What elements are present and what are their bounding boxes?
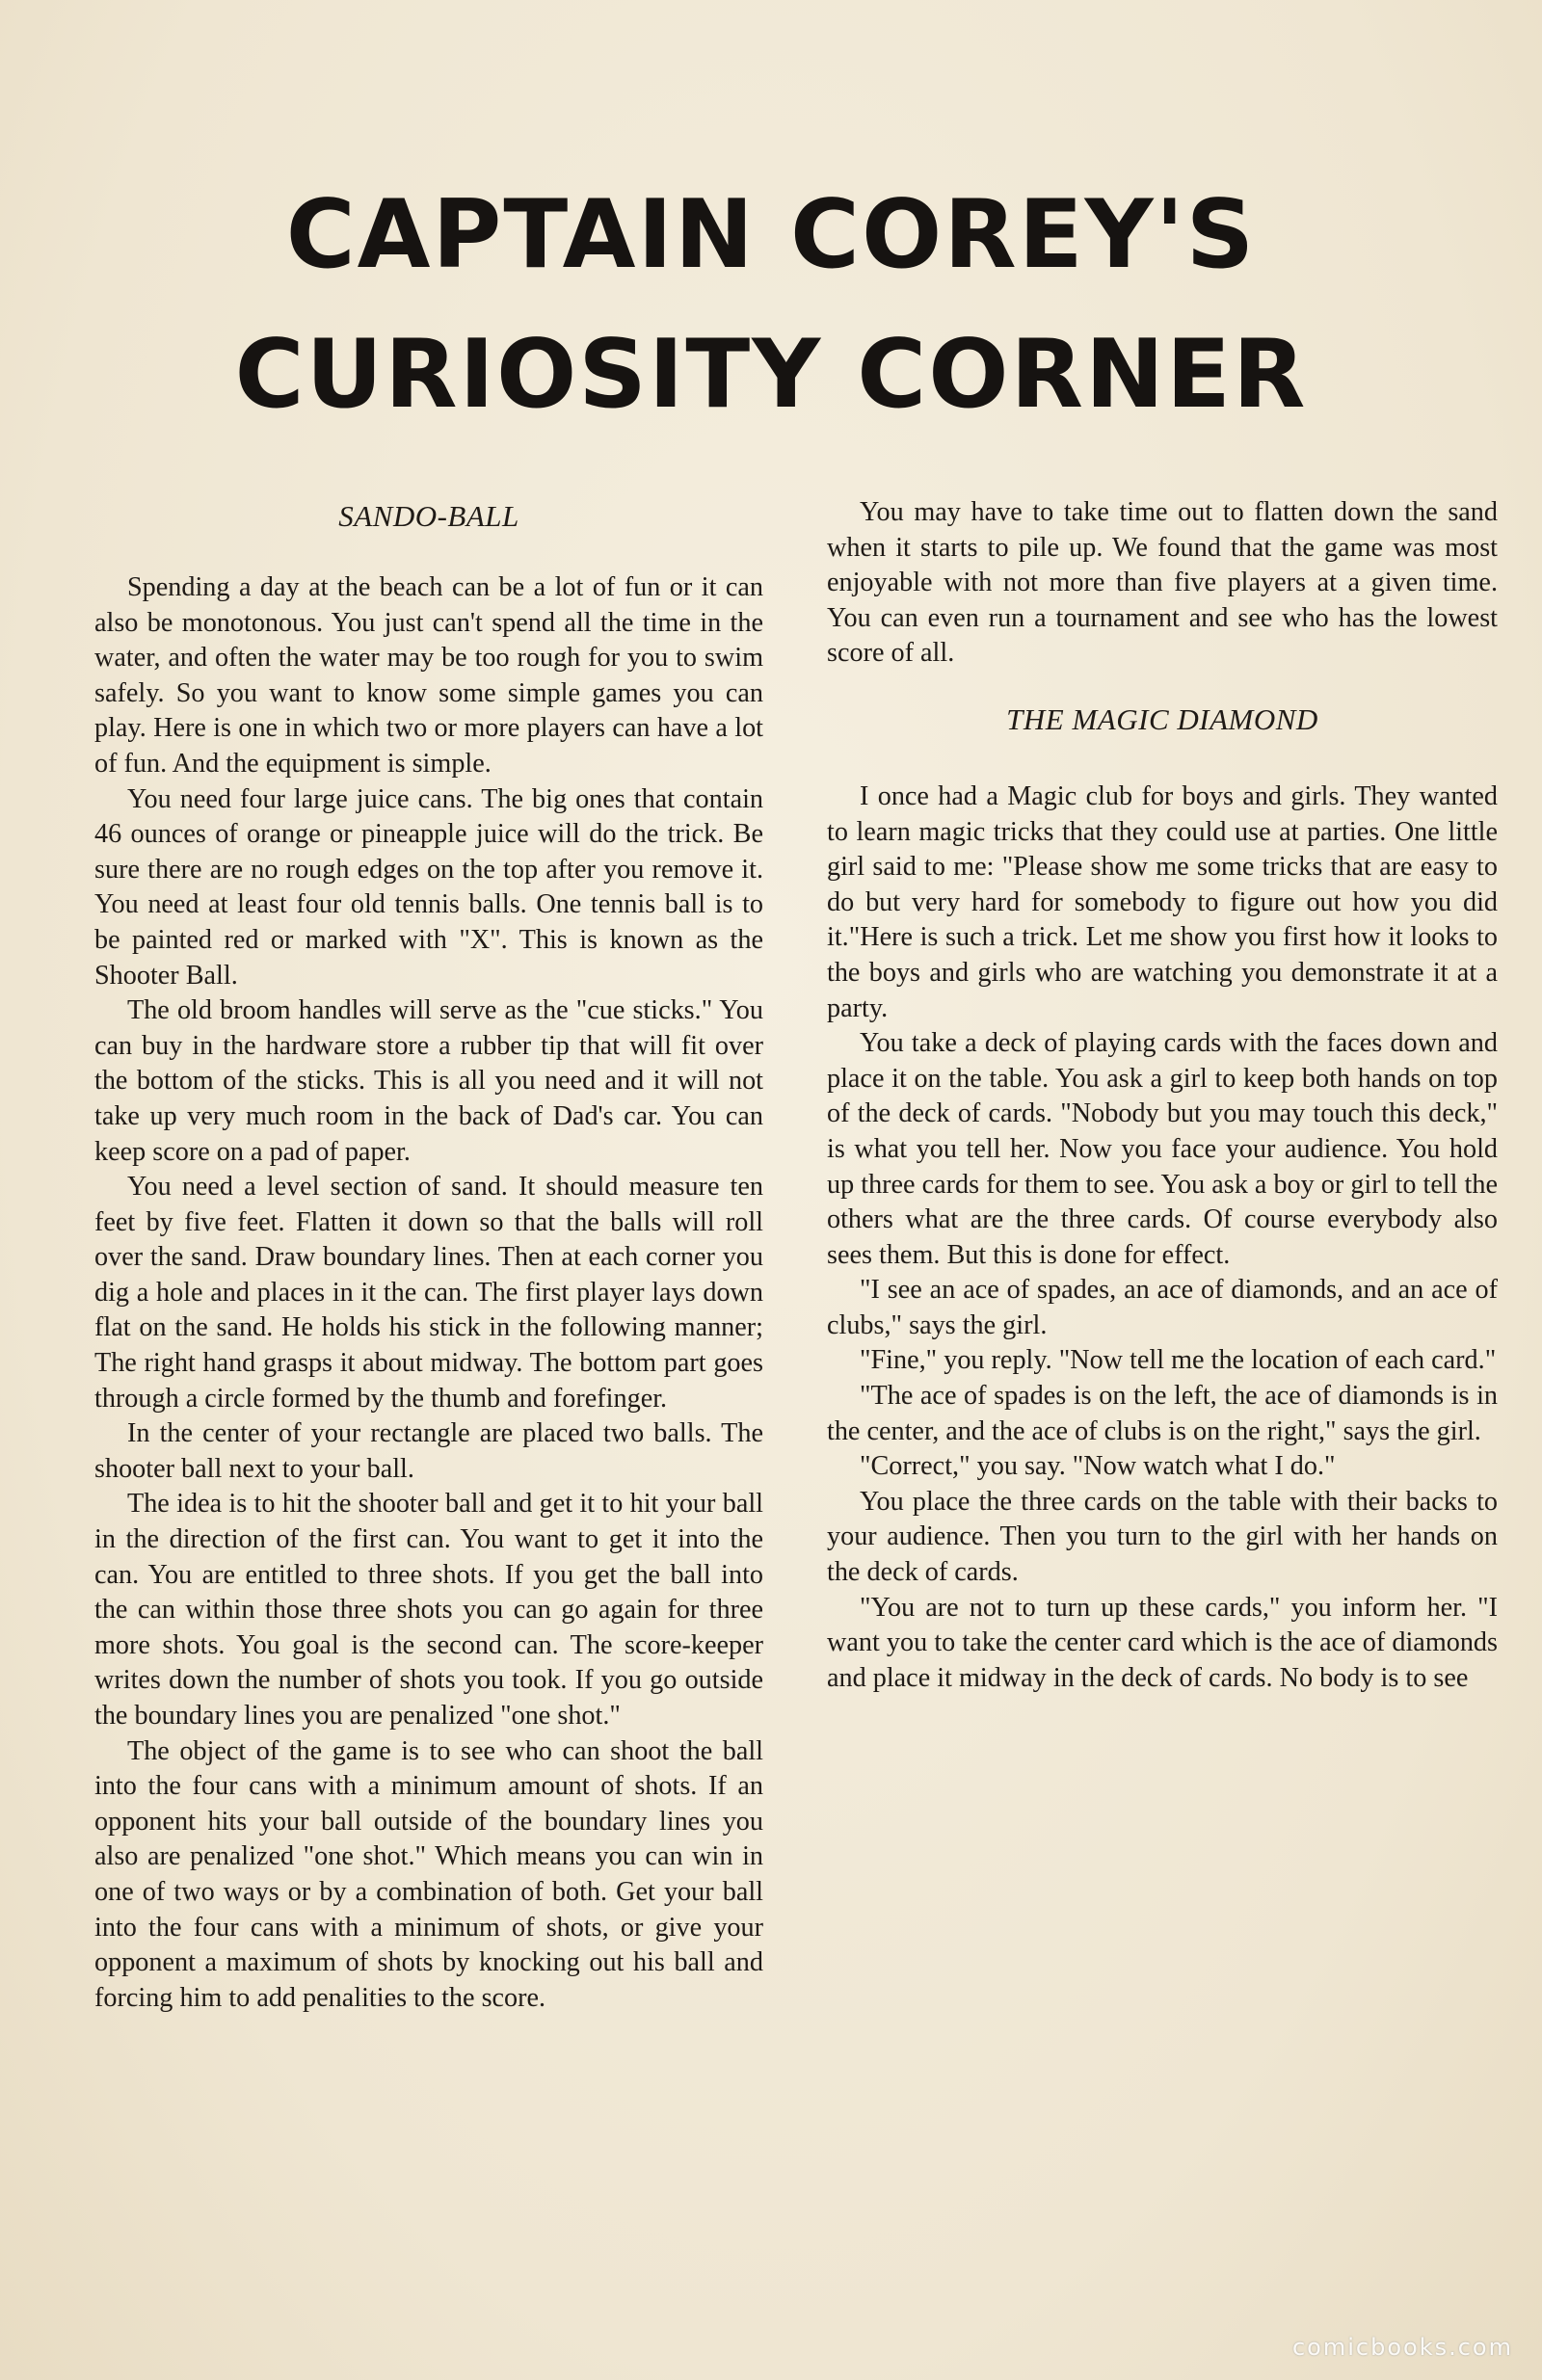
page-title-line-1: CAPTAIN COREY'S: [285, 180, 1257, 290]
paragraph: You place the three cards on the table with their backs to your audience. Then you turn to the girl with her hands on the deck of cards.: [827, 1486, 1498, 1588]
paragraph: I once had a Magic club for boys and girls. They wanted to learn magic tricks that they could use at parties. One little girl said to me: "Please show me some tricks that are easy to do but very hard for somebody to figure out how you did it."Here is such a trick. Let me show you first how it looks to the boys and girls who are watching you demonstrate it at a party.: [827, 780, 1498, 1023]
paragraph: "I see an ace of spades, an ace of diamonds, and an ace of clubs," says the girl.: [827, 1275, 1498, 1340]
watermark: comicbooks.com: [1291, 2334, 1513, 2361]
paragraph: "You are not to turn up these cards," you inform her. "I want you to take the center card which is the ace of diamonds and place it midway in the deck of cards. No body is to see: [827, 1592, 1498, 1693]
paragraph: You need a level section of sand. It should measure ten feet by five feet. Flatten it down so that the balls will roll over the sand. Draw boundary lines. Then at each corner you dig a hole and places in it the can. The first player lays down flat on the sand. He holds his stick in the following manner; The right hand grasps it about midway. The bottom part goes through a circle formed by the thumb and forefinger.: [94, 1172, 763, 1414]
paragraph: "The ace of spades is on the left, the ace of diamonds is in the center, and the ace of clubs is on the right," says the girl.: [827, 1381, 1498, 1446]
section-heading-sando-ball: SANDO-BALL: [338, 499, 519, 533]
left-column: [94, 495, 763, 2016]
page-title-line-2: CURIOSITY CORNER: [234, 320, 1308, 430]
paragraph: The old broom handles will serve as the "cue sticks." You can buy in the hardware store a rubber tip that will fit over the bottom of the sticks. This is all you need and it will not take up very much room in the back of Dad's car. You can keep score on a pad of paper.: [94, 995, 763, 1167]
paragraph: You take a deck of playing cards with the faces down and place it on the table. You ask a girl to keep both hands on top of the deck of cards. "Nobody but you may touch this deck," is what you tell her. Now you face your audience. You hold up three cards for them to see. You ask a boy or girl to tell the others what are the three cards. Of course everybody also sees them. But this is done for effect.: [827, 1028, 1498, 1270]
paragraph-continued: The object of the game is to see who can shoot the ball into the four cans with a minimum amount of shots. If an opponent hits your ball outside of the boundary lines you also are penalized "one shot." Which means you can win in one of two ways or by a combination of both. Get your ball into the four cans with a minimum of shots, or give your opponent a maximum of shots by knocking out his ball and forcing him to add penalities to the score.: [94, 1735, 763, 2013]
right-column: [827, 495, 1498, 1696]
section-heading-magic-diamond: THE MAGIC DIAMOND: [1006, 701, 1318, 736]
paragraph: You need four large juice cans. The big ones that contain 46 ounces of orange or pineapple juice will do the trick. Be sure there are no rough edges on the top after you remove it. You need at least four old tennis balls. One tennis ball is to be painted red or marked with "X". This is known as the Shooter Ball.: [94, 783, 763, 991]
paragraph: You may have to take time out to flatten down the sand when it starts to pile up. We found that the game was most enjoyable with not more than five players at a given time. You can even run a tournament and see who has the lowest score of all.: [827, 497, 1498, 669]
paragraph: Spending a day at the beach can be a lot of fun or it can also be monotonous. You just can't spend all the time in the water, and often the water may be too rough for you to swim safely. So you want to know some simple games you can play. Here is one in which two or more players can have a lot of fun. And the equipment is simple.: [94, 572, 763, 779]
paragraph: In the center of your rectangle are placed two balls. The shooter ball next to your ball.: [94, 1418, 763, 1484]
paragraph: "Fine," you reply. "Now tell me the location of each card.": [860, 1345, 1497, 1376]
paragraph: The idea is to hit the shooter ball and get it to hit your ball in the direction of the first can. You want to get it into the can. You are entitled to three shots. If you get the ball into the can within those three shots you can go again for three more shots. You goal is the second can. The score-keeper writes down the number of shots you took. If you go outside the boundary lines you are penalized "one shot.": [94, 1489, 763, 1731]
paragraph: "Correct," you say. "Now watch what I do.": [860, 1451, 1336, 1482]
